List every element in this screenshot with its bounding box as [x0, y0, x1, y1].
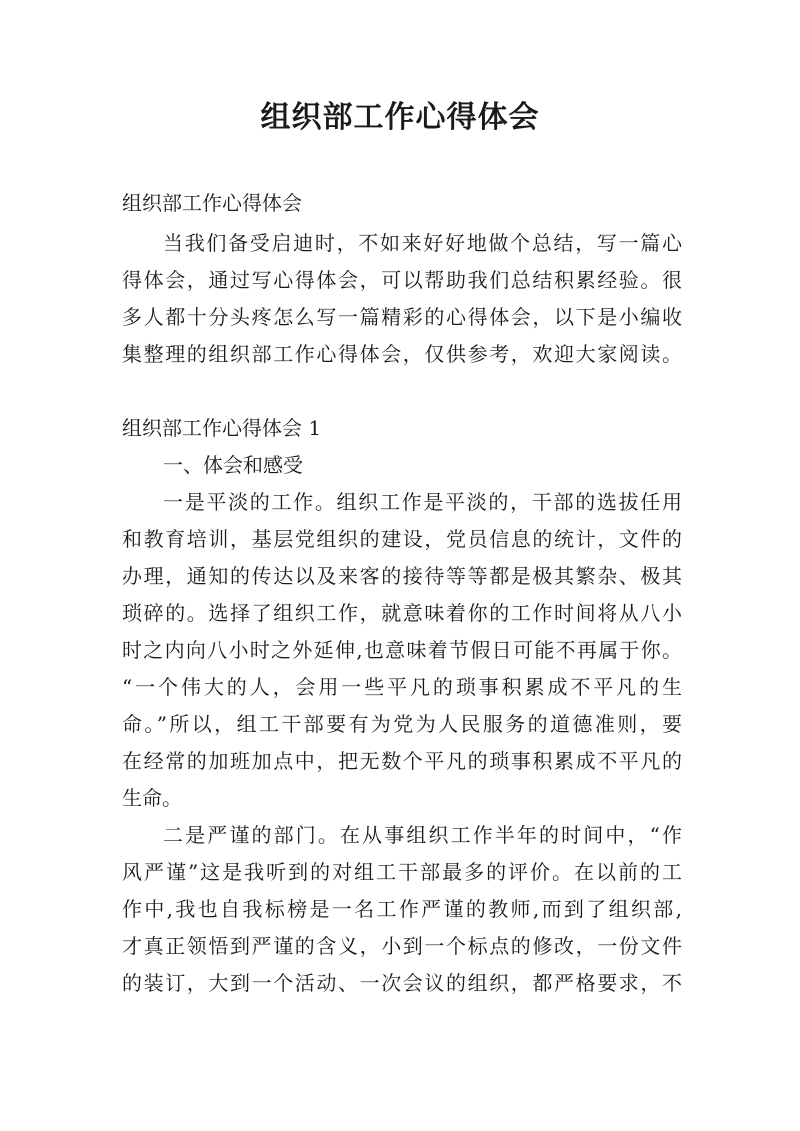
paragraph-line: 在经常的加班加点中，把无数个平凡的琐事积累成不平凡的 [122, 749, 682, 773]
paragraph-line: 的装订，大到一个活动、一次会议的组织，都严格要求，不 [122, 971, 682, 995]
paragraph-line: 风严谨”这是我听到的对组工干部最多的评价。在以前的工 [122, 860, 682, 884]
paragraph-line: 一是平淡的工作。组织工作是平淡的，干部的选拔任用 [163, 490, 682, 514]
paragraph-line: 和教育培训，基层党组织的建设，党员信息的统计，文件的 [122, 527, 682, 551]
paragraph-line: 才真正领悟到严谨的含义，小到一个标点的修改，一份文件 [122, 934, 682, 958]
paragraph-line: 作中,我也自我标榜是一名工作严谨的教师,而到了组织部, [122, 897, 682, 921]
paragraph-line: “一个伟大的人，会用一些平凡的琐事积累成不平凡的生 [122, 675, 682, 699]
intro-line: 得体会，通过写心得体会，可以帮助我们总结积累经验。很 [122, 268, 682, 292]
intro-heading: 组织部工作心得体会 [122, 191, 302, 215]
intro-line: 集整理的组织部工作心得体会，仅供参考，欢迎大家阅读。 [122, 342, 682, 366]
paragraph-line: 时之内向八小时之外延伸,也意味着节假日可能不再属于你。 [122, 638, 682, 662]
paragraph-line: 生命。 [122, 786, 182, 810]
document-title: 组织部工作心得体会 [260, 100, 540, 135]
intro-line: 当我们备受启迪时，不如来好好地做个总结，写一篇心 [163, 231, 682, 255]
paragraph-line: 命。”所以，组工干部要有为党为人民服务的道德准则，要 [122, 712, 682, 736]
section-heading: 组织部工作心得体会 1 [122, 416, 322, 440]
intro-line: 多人都十分头疼怎么写一篇精彩的心得体会，以下是小编收 [122, 305, 682, 329]
paragraph-line: 办理，通知的传达以及来客的接待等等都是极其繁杂、极其 [122, 564, 682, 588]
paragraph-line: 二是严谨的部门。在从事组织工作半年的时间中，“作 [163, 823, 682, 847]
subheading: 一、体会和感受 [163, 453, 303, 477]
paragraph-line: 琐碎的。选择了组织工作，就意味着你的工作时间将从八小 [122, 601, 682, 625]
